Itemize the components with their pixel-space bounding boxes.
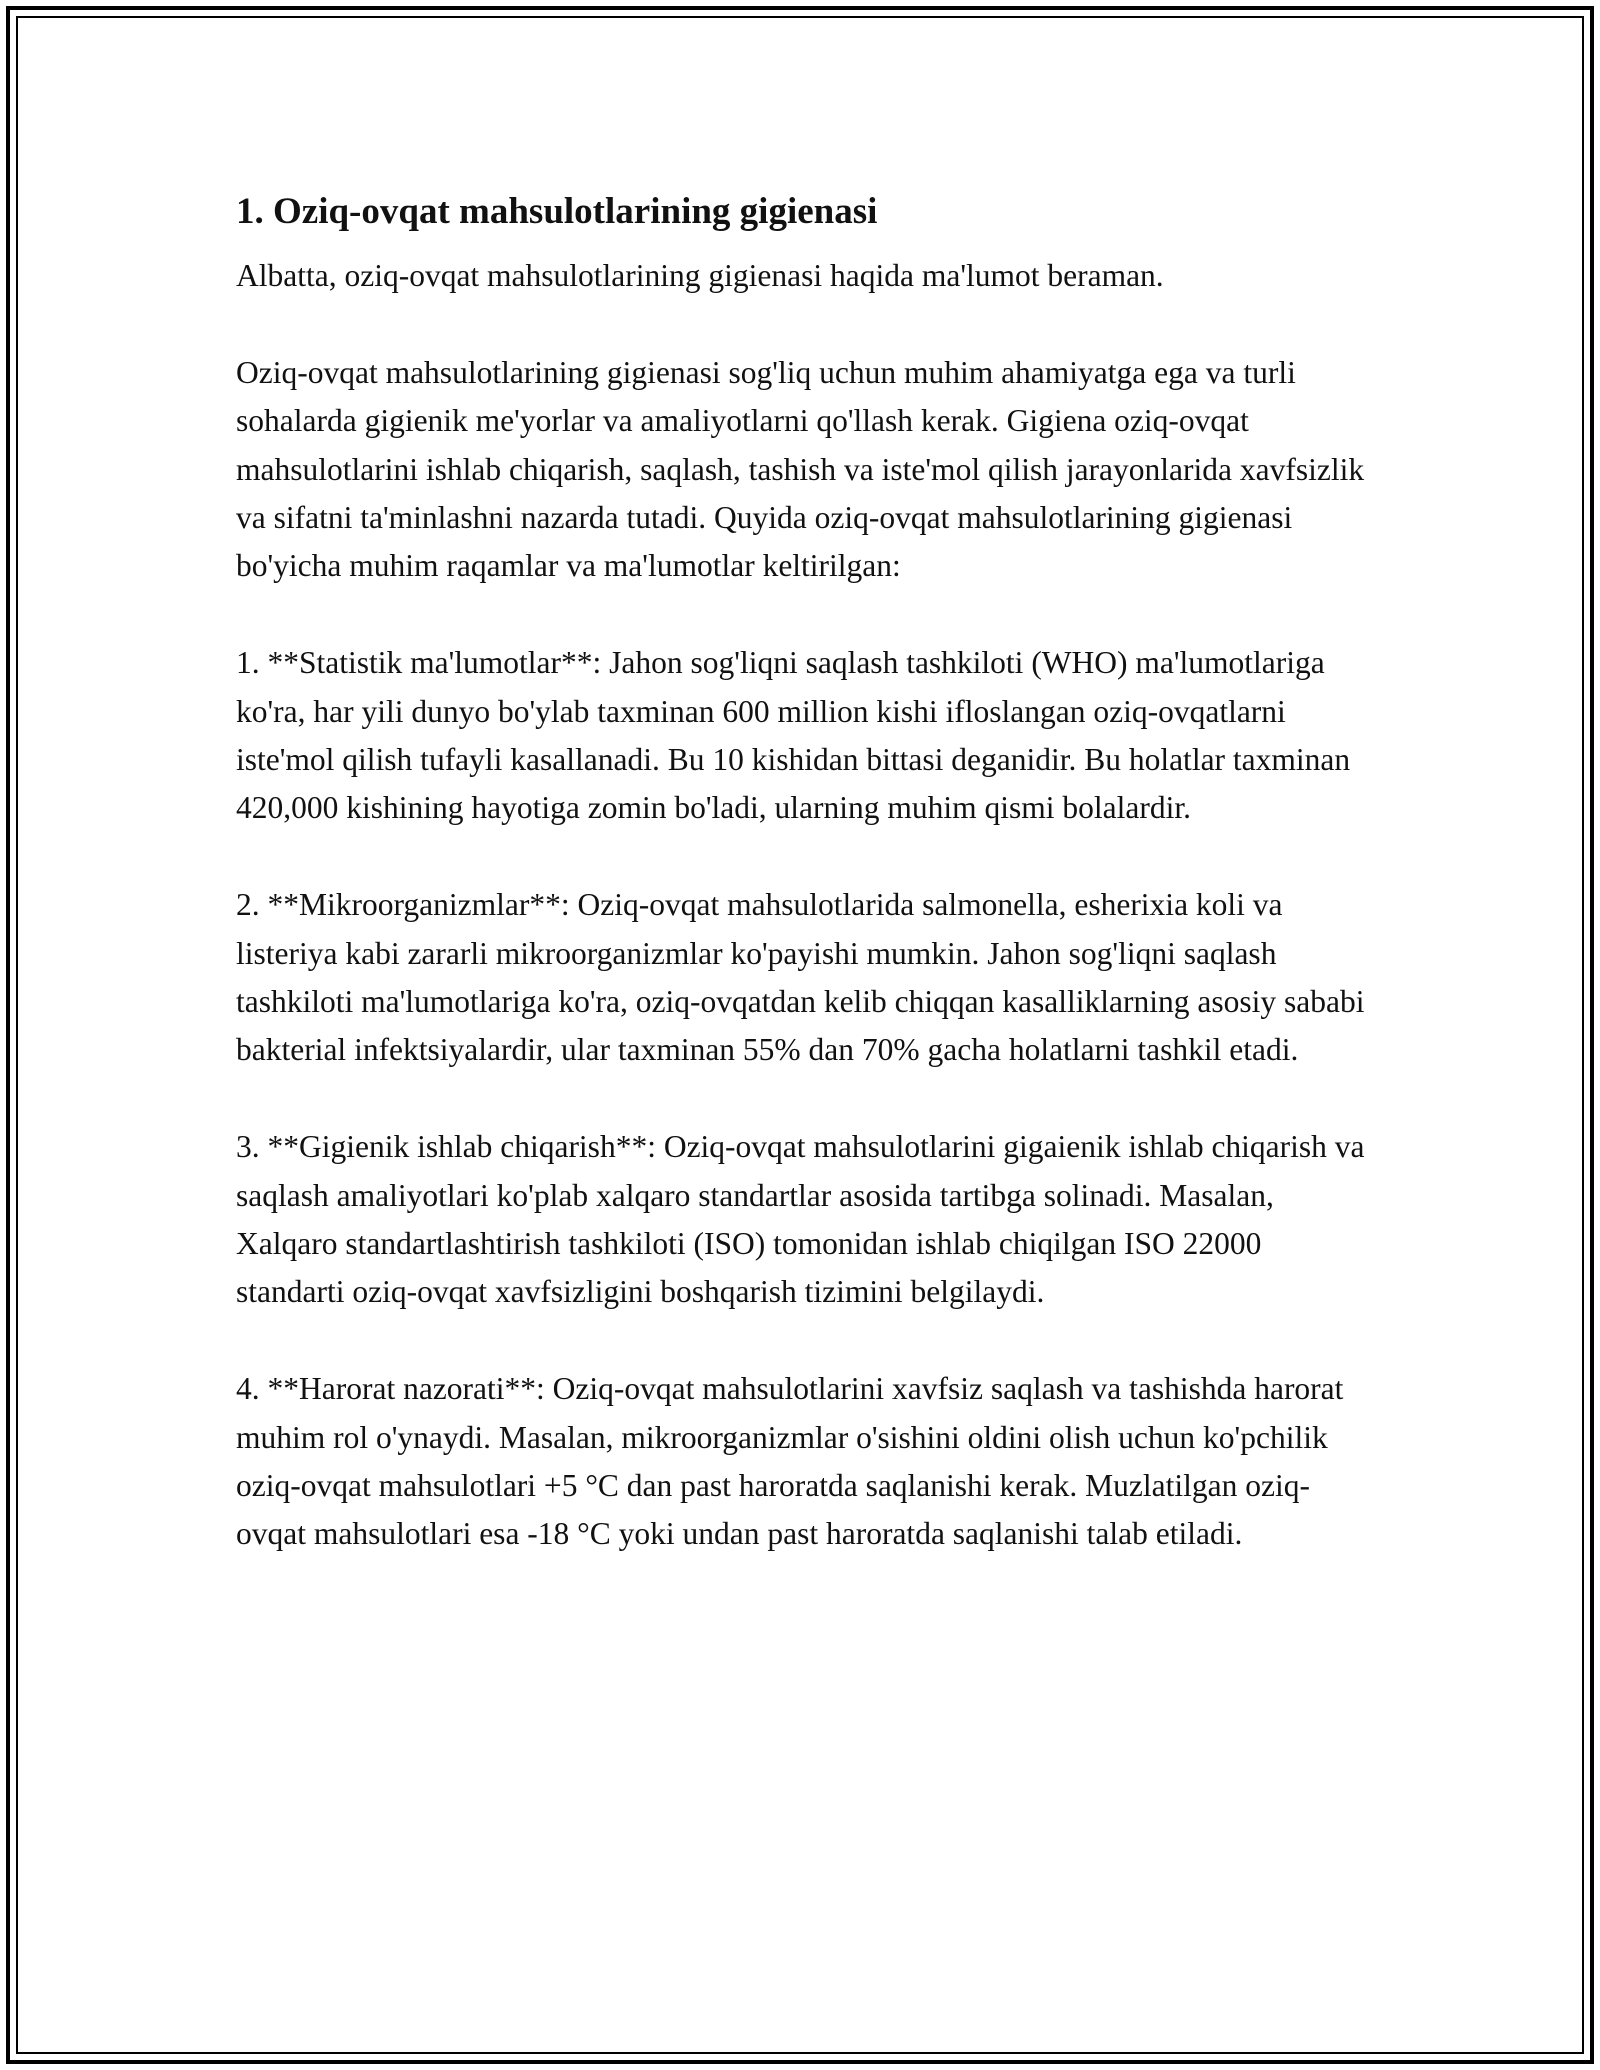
list-item-hygienic-production: 3. **Gigienik ishlab chiqarish**: Oziq-ovqat mahsulotlarini gigaienik ishlab chiqarish va saqlash amaliyotlari ko'plab xalqaro standartlar asosida tartibga solinadi. Masalan, Xalqaro standartlashtirish tashkiloti (ISO) tomonidan ishlab chiqilgan ISO 22000 standarti oziq-ovqat xavfsizligini boshqarish tizimini belgilaydi. (236, 1129, 1365, 1310)
list-item-statistics: 1. **Statistik ma'lumotlar**: Jahon sog'liqni saqlash tashkiloti (WHO) ma'lumotlariga ko'ra, har yili dunyo bo'ylab taxminan 600 million kishi ifloslangan oziq-ovqatlarni iste'mol qilish tufayli kasallanadi. Bu 10 kishidan bittasi deganidir. Bu holatlar taxminan 420,000 kishining hayotiga zomin bo'ladi, ularning muhim qismi bolalardir. (236, 645, 1351, 826)
intro-paragraph: Albatta, oziq-ovqat mahsulotlarining gigienasi haqida ma'lumot beraman. (236, 258, 1164, 293)
list-item-microorganisms: 2. **Mikroorganizmlar**: Oziq-ovqat mahsulotlarida salmonella, esherixia koli va listeriya kabi zararli mikroorganizmlar ko'payishi mumkin. Jahon sog'liqni saqlash tashkiloti ma'lumotlariga ko'ra, oziq-ovqatdan kelib chiqqan kasalliklarning asosiy sababi bakterial infektsiyalardir, ular taxminan 55% dan 70% gacha holatlarni tashkil etadi. (236, 887, 1365, 1068)
overview-paragraph: Oziq-ovqat mahsulotlarining gigienasi sog'liq uchun muhim ahamiyatga ega va turli sohalarda gigienik me'yorlar va amaliyotlarni qo'llash kerak. Gigiena oziq-ovqat mahsulotlarini ishlab chiqarish, saqlash, tashish va iste'mol qilish jarayonlarida xavfsizlik va sifatni ta'minlashni nazarda tutadi. Quyida oziq-ovqat mahsulotlarining gigienasi bo'yicha muhim raqamlar va ma'lumotlar keltirilgan: (236, 354, 1365, 584)
list-item-temperature-control: 4. **Harorat nazorati**: Oziq-ovqat mahsulotlarini xavfsiz saqlash va tashishda harorat muhim rol o'ynaydi. Masalan, mikroorganizmlar o'sishini oldini olish uchun ko'pchilik oziq-ovqat mahsulotlari +5 °C dan past haroratda saqlanishi kerak. Muzlatilgan oziq-ovqat mahsulotlari esa -18 °C yoki undan past haroratda saqlanishi talab etiladi. (236, 1371, 1344, 1552)
document-title: 1. Oziq-ovqat mahsulotlarining gigienasi (236, 191, 878, 232)
document-body (236, 188, 1376, 1607)
